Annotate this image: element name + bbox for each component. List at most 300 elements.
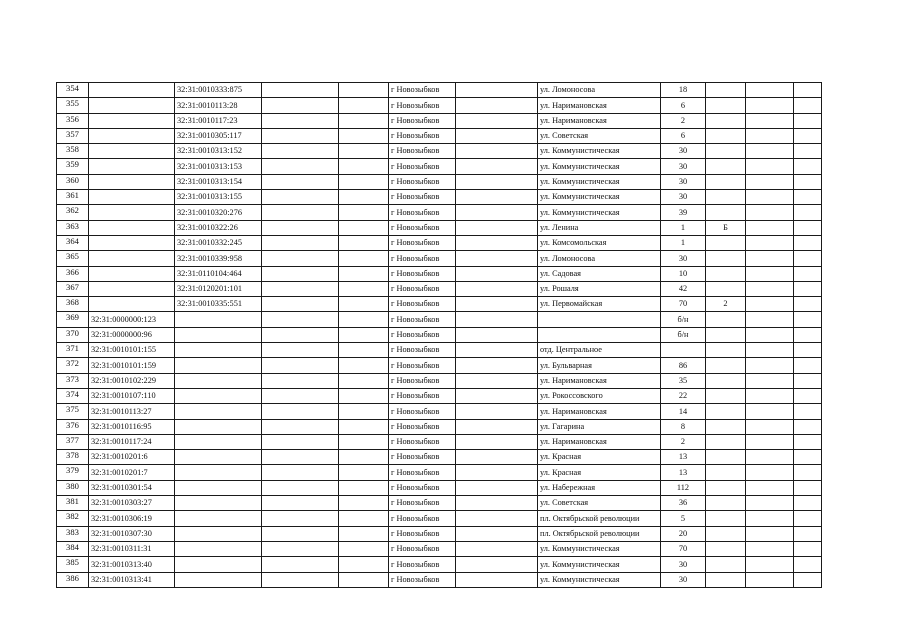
city-cell: г Новозыбков: [389, 511, 456, 526]
cadastral-number-cell: 32:31:0010116:95: [89, 419, 175, 434]
street-cell: ул. Коммунистическая: [538, 159, 661, 174]
row-number-cell: 385: [57, 557, 89, 572]
empty-cell: [794, 266, 822, 281]
building-cadastral-number-cell: [175, 327, 262, 342]
building-cadastral-number-cell: 32:31:0010313:155: [175, 190, 262, 205]
empty-cell: [794, 511, 822, 526]
house-number-cell: 22: [661, 388, 706, 403]
empty-cell: [794, 98, 822, 113]
row-number-cell: 383: [57, 526, 89, 541]
house-number-cell: б/н: [661, 312, 706, 327]
empty-cell: [262, 373, 339, 388]
empty-cell: [262, 572, 339, 587]
empty-cell: [794, 434, 822, 449]
empty-cell: [746, 159, 794, 174]
empty-cell: [456, 281, 538, 296]
city-cell: г Новозыбков: [389, 266, 456, 281]
table-row: [57, 327, 822, 342]
empty-cell: [456, 251, 538, 266]
empty-cell: [746, 450, 794, 465]
street-cell: ул. Ломоносова: [538, 83, 661, 98]
cadastral-number-cell: 32:31:0010107:110: [89, 388, 175, 403]
city-cell: г Новозыбков: [389, 572, 456, 587]
street-cell: отд. Центральное: [538, 343, 661, 358]
building-cadastral-number-cell: 32:31:0010320:276: [175, 205, 262, 220]
row-number-cell: 363: [57, 220, 89, 235]
house-number-cell: 42: [661, 281, 706, 296]
cadastral-number-cell: 32:31:0000000:123: [89, 312, 175, 327]
empty-cell: [262, 251, 339, 266]
building-cadastral-number-cell: [175, 373, 262, 388]
table-row: [57, 281, 822, 296]
empty-cell: [339, 281, 389, 296]
row-number-cell: 362: [57, 205, 89, 220]
building-cadastral-number-cell: 32:31:0010313:154: [175, 174, 262, 189]
empty-cell: [456, 159, 538, 174]
street-cell: ул. Гагарина: [538, 419, 661, 434]
empty-cell: [339, 144, 389, 159]
empty-cell: [746, 235, 794, 250]
row-number-cell: 359: [57, 159, 89, 174]
empty-cell: [794, 358, 822, 373]
city-cell: г Новозыбков: [389, 281, 456, 296]
cadastral-number-cell: 32:31:0010201:7: [89, 465, 175, 480]
empty-cell: [456, 480, 538, 495]
building-letter-cell: [706, 557, 746, 572]
cadastral-number-cell: [89, 174, 175, 189]
empty-cell: [794, 388, 822, 403]
empty-cell: [794, 281, 822, 296]
street-cell: ул. Наримановская: [538, 434, 661, 449]
cadastral-number-cell: [89, 281, 175, 296]
house-number-cell: 30: [661, 144, 706, 159]
table-row: [57, 190, 822, 205]
cadastral-number-cell: 32:31:0010311:31: [89, 541, 175, 556]
empty-cell: [746, 190, 794, 205]
cadastral-number-cell: 32:31:0000000:96: [89, 327, 175, 342]
street-cell: ул. Ломоносова: [538, 251, 661, 266]
building-letter-cell: [706, 526, 746, 541]
city-cell: г Новозыбков: [389, 297, 456, 312]
table-row: [57, 83, 822, 98]
empty-cell: [262, 496, 339, 511]
building-letter-cell: [706, 235, 746, 250]
table-row: [57, 98, 822, 113]
row-number-cell: 380: [57, 480, 89, 495]
empty-cell: [746, 297, 794, 312]
building-letter-cell: [706, 404, 746, 419]
building-cadastral-number-cell: [175, 465, 262, 480]
empty-cell: [339, 480, 389, 495]
table-row: [57, 266, 822, 281]
empty-cell: [262, 174, 339, 189]
building-cadastral-number-cell: [175, 496, 262, 511]
empty-cell: [794, 557, 822, 572]
house-number-cell: 112: [661, 480, 706, 495]
building-letter-cell: [706, 312, 746, 327]
row-number-cell: 357: [57, 128, 89, 143]
building-cadastral-number-cell: 32:31:0010313:152: [175, 144, 262, 159]
building-letter-cell: [706, 159, 746, 174]
table-row: [57, 434, 822, 449]
cadastral-number-cell: [89, 266, 175, 281]
empty-cell: [794, 327, 822, 342]
empty-cell: [456, 541, 538, 556]
empty-cell: [339, 419, 389, 434]
empty-cell: [262, 159, 339, 174]
cadastral-number-cell: 32:31:0010102:229: [89, 373, 175, 388]
building-cadastral-number-cell: 32:31:0010335:551: [175, 297, 262, 312]
empty-cell: [456, 465, 538, 480]
table-row: [57, 557, 822, 572]
empty-cell: [339, 434, 389, 449]
empty-cell: [456, 404, 538, 419]
cadastral-number-cell: 32:31:0010303:27: [89, 496, 175, 511]
empty-cell: [456, 220, 538, 235]
empty-cell: [794, 419, 822, 434]
empty-cell: [794, 480, 822, 495]
house-number-cell: 2: [661, 113, 706, 128]
row-number-cell: 384: [57, 541, 89, 556]
empty-cell: [262, 526, 339, 541]
street-cell: ул. Коммунистическая: [538, 557, 661, 572]
empty-cell: [339, 220, 389, 235]
cadastral-number-cell: 32:31:0010313:40: [89, 557, 175, 572]
city-cell: г Новозыбков: [389, 174, 456, 189]
building-letter-cell: Б: [706, 220, 746, 235]
empty-cell: [339, 327, 389, 342]
empty-cell: [262, 205, 339, 220]
empty-cell: [262, 190, 339, 205]
empty-cell: [262, 83, 339, 98]
street-cell: ул. Советская: [538, 496, 661, 511]
building-letter-cell: [706, 83, 746, 98]
table-row: [57, 511, 822, 526]
city-cell: г Новозыбков: [389, 465, 456, 480]
table-row: [57, 144, 822, 159]
empty-cell: [339, 541, 389, 556]
table-row: [57, 220, 822, 235]
building-letter-cell: [706, 98, 746, 113]
empty-cell: [456, 434, 538, 449]
empty-cell: [339, 526, 389, 541]
building-cadastral-number-cell: [175, 557, 262, 572]
property-register-table: [56, 82, 822, 588]
city-cell: г Новозыбков: [389, 404, 456, 419]
city-cell: г Новозыбков: [389, 220, 456, 235]
empty-cell: [456, 297, 538, 312]
house-number-cell: 13: [661, 465, 706, 480]
street-cell: ул. Коммунистическая: [538, 572, 661, 587]
empty-cell: [746, 373, 794, 388]
table-row: [57, 343, 822, 358]
table-row: [57, 297, 822, 312]
empty-cell: [794, 496, 822, 511]
house-number-cell: 35: [661, 373, 706, 388]
empty-cell: [339, 496, 389, 511]
cadastral-number-cell: [89, 159, 175, 174]
city-cell: г Новозыбков: [389, 434, 456, 449]
building-letter-cell: [706, 190, 746, 205]
street-cell: ул. Наримановская: [538, 373, 661, 388]
empty-cell: [746, 266, 794, 281]
city-cell: г Новозыбков: [389, 358, 456, 373]
empty-cell: [794, 572, 822, 587]
empty-cell: [262, 388, 339, 403]
empty-cell: [746, 358, 794, 373]
table-row: [57, 450, 822, 465]
house-number-cell: 86: [661, 358, 706, 373]
empty-cell: [794, 128, 822, 143]
empty-cell: [339, 450, 389, 465]
building-cadastral-number-cell: 32:31:0010322:26: [175, 220, 262, 235]
empty-cell: [456, 174, 538, 189]
empty-cell: [339, 128, 389, 143]
street-cell: ул. Первомайская: [538, 297, 661, 312]
row-number-cell: 372: [57, 358, 89, 373]
house-number-cell: 30: [661, 557, 706, 572]
building-cadastral-number-cell: 32:31:0010332:245: [175, 235, 262, 250]
street-cell: ул. Ленина: [538, 220, 661, 235]
building-cadastral-number-cell: [175, 312, 262, 327]
building-letter-cell: [706, 281, 746, 296]
city-cell: г Новозыбков: [389, 128, 456, 143]
house-number-cell: 20: [661, 526, 706, 541]
building-cadastral-number-cell: [175, 358, 262, 373]
building-cadastral-number-cell: 32:31:0120201:101: [175, 281, 262, 296]
empty-cell: [456, 511, 538, 526]
house-number-cell: 30: [661, 174, 706, 189]
empty-cell: [794, 297, 822, 312]
city-cell: г Новозыбков: [389, 251, 456, 266]
empty-cell: [746, 327, 794, 342]
empty-cell: [746, 496, 794, 511]
cadastral-number-cell: [89, 113, 175, 128]
row-number-cell: 370: [57, 327, 89, 342]
building-letter-cell: [706, 266, 746, 281]
empty-cell: [794, 373, 822, 388]
row-number-cell: 382: [57, 511, 89, 526]
city-cell: г Новозыбков: [389, 450, 456, 465]
empty-cell: [456, 557, 538, 572]
empty-cell: [339, 83, 389, 98]
empty-cell: [746, 434, 794, 449]
cadastral-number-cell: 32:31:0010301:54: [89, 480, 175, 495]
empty-cell: [339, 358, 389, 373]
house-number-cell: 13: [661, 450, 706, 465]
city-cell: г Новозыбков: [389, 144, 456, 159]
table-body: [57, 83, 822, 588]
empty-cell: [456, 312, 538, 327]
empty-cell: [456, 572, 538, 587]
building-letter-cell: [706, 450, 746, 465]
empty-cell: [456, 526, 538, 541]
building-letter-cell: [706, 496, 746, 511]
empty-cell: [262, 220, 339, 235]
street-cell: ул. Красная: [538, 450, 661, 465]
building-cadastral-number-cell: [175, 541, 262, 556]
cadastral-number-cell: 32:31:0010117:24: [89, 434, 175, 449]
row-number-cell: 376: [57, 419, 89, 434]
street-cell: ул. Красная: [538, 465, 661, 480]
house-number-cell: 1: [661, 220, 706, 235]
city-cell: г Новозыбков: [389, 480, 456, 495]
building-letter-cell: [706, 358, 746, 373]
cadastral-number-cell: [89, 128, 175, 143]
building-letter-cell: [706, 113, 746, 128]
empty-cell: [456, 419, 538, 434]
empty-cell: [456, 128, 538, 143]
table-row: [57, 541, 822, 556]
row-number-cell: 364: [57, 235, 89, 250]
empty-cell: [794, 450, 822, 465]
empty-cell: [746, 113, 794, 128]
city-cell: г Новозыбков: [389, 557, 456, 572]
building-letter-cell: [706, 541, 746, 556]
table-row: [57, 312, 822, 327]
row-number-cell: 373: [57, 373, 89, 388]
street-cell: ул. Рошаля: [538, 281, 661, 296]
city-cell: г Новозыбков: [389, 327, 456, 342]
empty-cell: [794, 526, 822, 541]
row-number-cell: 358: [57, 144, 89, 159]
building-letter-cell: 2: [706, 297, 746, 312]
row-number-cell: 371: [57, 343, 89, 358]
city-cell: г Новозыбков: [389, 541, 456, 556]
house-number-cell: 6: [661, 128, 706, 143]
city-cell: г Новозыбков: [389, 388, 456, 403]
building-letter-cell: [706, 128, 746, 143]
city-cell: г Новозыбков: [389, 159, 456, 174]
building-cadastral-number-cell: 32:31:0010339:958: [175, 251, 262, 266]
empty-cell: [339, 511, 389, 526]
row-number-cell: 355: [57, 98, 89, 113]
empty-cell: [262, 343, 339, 358]
cadastral-number-cell: [89, 83, 175, 98]
house-number-cell: 30: [661, 572, 706, 587]
empty-cell: [262, 266, 339, 281]
table-row: [57, 205, 822, 220]
empty-cell: [794, 159, 822, 174]
empty-cell: [794, 113, 822, 128]
empty-cell: [794, 174, 822, 189]
building-letter-cell: [706, 251, 746, 266]
empty-cell: [456, 343, 538, 358]
empty-cell: [746, 174, 794, 189]
empty-cell: [456, 144, 538, 159]
house-number-cell: 30: [661, 190, 706, 205]
empty-cell: [339, 174, 389, 189]
empty-cell: [794, 205, 822, 220]
house-number-cell: 18: [661, 83, 706, 98]
street-cell: ул. Комсомольская: [538, 235, 661, 250]
building-cadastral-number-cell: 32:31:0110104:464: [175, 266, 262, 281]
street-cell: пл. Октябрьской революции: [538, 526, 661, 541]
building-letter-cell: [706, 144, 746, 159]
street-cell: ул. Наримановская: [538, 404, 661, 419]
empty-cell: [746, 404, 794, 419]
house-number-cell: 5: [661, 511, 706, 526]
empty-cell: [794, 312, 822, 327]
cadastral-number-cell: [89, 190, 175, 205]
row-number-cell: 386: [57, 572, 89, 587]
city-cell: г Новозыбков: [389, 190, 456, 205]
building-letter-cell: [706, 480, 746, 495]
empty-cell: [262, 281, 339, 296]
row-number-cell: 375: [57, 404, 89, 419]
empty-cell: [456, 496, 538, 511]
empty-cell: [262, 480, 339, 495]
empty-cell: [746, 557, 794, 572]
house-number-cell: [661, 343, 706, 358]
row-number-cell: 379: [57, 465, 89, 480]
empty-cell: [339, 297, 389, 312]
cadastral-number-cell: [89, 251, 175, 266]
empty-cell: [746, 312, 794, 327]
empty-cell: [746, 511, 794, 526]
table-row: [57, 159, 822, 174]
empty-cell: [746, 220, 794, 235]
table-row: [57, 128, 822, 143]
empty-cell: [262, 465, 339, 480]
empty-cell: [746, 526, 794, 541]
table-row: [57, 526, 822, 541]
building-cadastral-number-cell: 32:31:0010313:153: [175, 159, 262, 174]
house-number-cell: 14: [661, 404, 706, 419]
house-number-cell: 70: [661, 541, 706, 556]
empty-cell: [262, 128, 339, 143]
empty-cell: [794, 83, 822, 98]
row-number-cell: 360: [57, 174, 89, 189]
empty-cell: [746, 205, 794, 220]
building-letter-cell: [706, 434, 746, 449]
empty-cell: [262, 312, 339, 327]
row-number-cell: 366: [57, 266, 89, 281]
building-letter-cell: [706, 343, 746, 358]
table-row: [57, 496, 822, 511]
empty-cell: [794, 541, 822, 556]
row-number-cell: 356: [57, 113, 89, 128]
empty-cell: [746, 480, 794, 495]
building-cadastral-number-cell: 32:31:0010305:117: [175, 128, 262, 143]
empty-cell: [339, 251, 389, 266]
empty-cell: [456, 450, 538, 465]
empty-cell: [794, 235, 822, 250]
street-cell: ул. Советская: [538, 128, 661, 143]
row-number-cell: 365: [57, 251, 89, 266]
empty-cell: [262, 113, 339, 128]
cadastral-number-cell: [89, 220, 175, 235]
empty-cell: [456, 98, 538, 113]
city-cell: г Новозыбков: [389, 343, 456, 358]
empty-cell: [262, 404, 339, 419]
street-cell: ул. Садовая: [538, 266, 661, 281]
empty-cell: [746, 541, 794, 556]
empty-cell: [794, 404, 822, 419]
building-cadastral-number-cell: [175, 388, 262, 403]
empty-cell: [339, 205, 389, 220]
city-cell: г Новозыбков: [389, 526, 456, 541]
building-letter-cell: [706, 373, 746, 388]
building-cadastral-number-cell: 32:31:0010113:28: [175, 98, 262, 113]
empty-cell: [794, 220, 822, 235]
empty-cell: [262, 144, 339, 159]
table-row: [57, 373, 822, 388]
table-row: [57, 235, 822, 250]
empty-cell: [339, 312, 389, 327]
building-letter-cell: [706, 511, 746, 526]
cadastral-number-cell: [89, 144, 175, 159]
